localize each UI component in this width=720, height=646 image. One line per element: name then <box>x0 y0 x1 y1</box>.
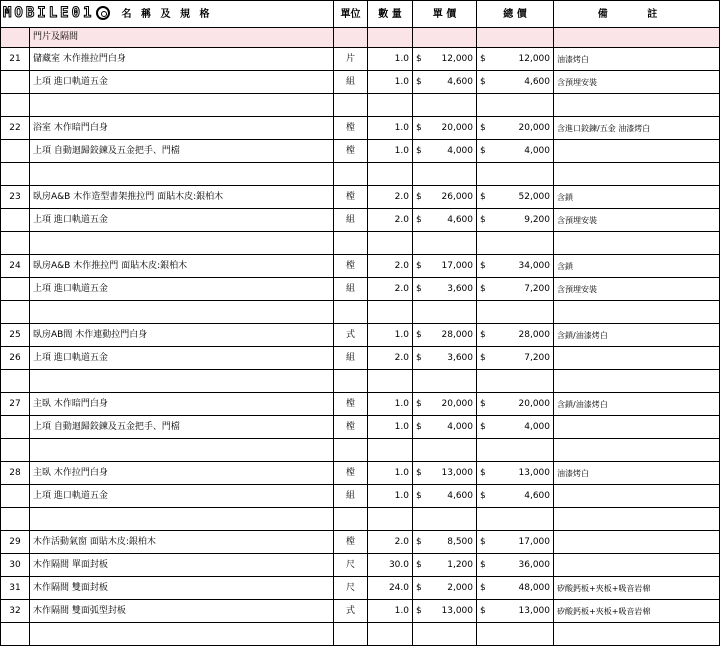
item-name: 上項 進口軌道五金 <box>30 278 334 301</box>
item-total-price <box>477 255 554 278</box>
spacer-row <box>1 439 720 462</box>
item-qty: 1.0 <box>368 462 413 485</box>
currency-sign: $ <box>480 467 486 478</box>
item-unit: 組 <box>334 347 368 370</box>
table-row <box>1 48 720 71</box>
unit-price-value: 12,000 <box>441 53 473 64</box>
table-row <box>1 393 720 416</box>
item-remark: 含鎖 <box>554 255 720 278</box>
table-row <box>1 186 720 209</box>
total-price-value: 20,000 <box>518 398 550 409</box>
table-row <box>1 531 720 554</box>
table-row <box>1 462 720 485</box>
total-price-value: 7,200 <box>524 283 550 294</box>
item-remark: 含預埋安裝 <box>554 278 720 301</box>
item-remark: 矽酸鈣板+夾板+吸音岩棉 <box>554 600 720 623</box>
unit-price-value: 3,600 <box>447 283 473 294</box>
item-name: 臥房A&B 木作造型書架推拉門 面貼木皮:銀柏木 <box>30 186 334 209</box>
item-remark: 含鎖/油漆烤白 <box>554 324 720 347</box>
item-name: 主臥 木作暗門白身 <box>30 393 334 416</box>
item-total-price <box>477 117 554 140</box>
item-unit-price <box>413 393 477 416</box>
item-name: 木作隔間 雙面封板 <box>30 577 334 600</box>
item-total-price <box>477 416 554 439</box>
unit-price-value: 13,000 <box>441 467 473 478</box>
total-price-value: 4,600 <box>524 76 550 87</box>
item-no: 26 <box>1 347 30 370</box>
table-row <box>1 600 720 623</box>
item-no: 25 <box>1 324 30 347</box>
currency-sign: $ <box>480 214 486 225</box>
item-remark <box>554 416 720 439</box>
table-row <box>1 117 720 140</box>
currency-sign: $ <box>416 329 422 340</box>
spacer-row <box>1 232 720 255</box>
item-remark: 含預埋安裝 <box>554 71 720 94</box>
table-row <box>1 554 720 577</box>
section-title: 門片及隔間 <box>30 28 334 48</box>
total-price-value: 13,000 <box>518 467 550 478</box>
item-unit-price <box>413 186 477 209</box>
currency-sign: $ <box>480 352 486 363</box>
item-unit: 尺 <box>334 554 368 577</box>
item-remark <box>554 347 720 370</box>
section-row <box>1 28 720 48</box>
item-unit-price <box>413 255 477 278</box>
item-no <box>1 278 30 301</box>
total-price-value: 52,000 <box>518 191 550 202</box>
item-qty: 2.0 <box>368 347 413 370</box>
item-unit-price <box>413 140 477 163</box>
item-qty: 24.0 <box>368 577 413 600</box>
item-name: 上項 進口軌道五金 <box>30 71 334 94</box>
total-price-value: 4,000 <box>524 421 550 432</box>
item-unit: 樘 <box>334 531 368 554</box>
header-qty: 數 量 <box>368 1 413 28</box>
table-row <box>1 140 720 163</box>
item-unit-price <box>413 117 477 140</box>
item-name: 浴室 木作暗門白身 <box>30 117 334 140</box>
item-qty: 1.0 <box>368 140 413 163</box>
item-qty: 1.0 <box>368 48 413 71</box>
table-row <box>1 71 720 94</box>
item-unit: 組 <box>334 278 368 301</box>
unit-price-value: 8,500 <box>447 536 473 547</box>
item-qty: 1.0 <box>368 416 413 439</box>
item-qty: 1.0 <box>368 600 413 623</box>
item-unit: 樘 <box>334 255 368 278</box>
watermark-logo-icon <box>96 6 110 20</box>
item-name: 木作活動氣窗 面貼木皮:銀柏木 <box>30 531 334 554</box>
item-no <box>1 209 30 232</box>
item-total-price <box>477 531 554 554</box>
item-no: 29 <box>1 531 30 554</box>
item-remark: 矽酸鈣板+夾板+吸音岩棉 <box>554 577 720 600</box>
item-total-price <box>477 186 554 209</box>
spacer-row <box>1 370 720 393</box>
unit-price-value: 4,600 <box>447 76 473 87</box>
item-no: 22 <box>1 117 30 140</box>
currency-sign: $ <box>480 283 486 294</box>
header-name-label: 名 稱 及 規 格 <box>121 8 213 20</box>
header-total-price: 總 價 <box>477 1 554 28</box>
item-name: 臥房AB間 木作連動拉門白身 <box>30 324 334 347</box>
item-unit: 樘 <box>334 186 368 209</box>
item-total-price <box>477 278 554 301</box>
item-remark <box>554 485 720 508</box>
unit-price-value: 28,000 <box>441 329 473 340</box>
item-unit-price <box>413 347 477 370</box>
currency-sign: $ <box>480 191 486 202</box>
item-unit: 片 <box>334 48 368 71</box>
item-total-price <box>477 209 554 232</box>
item-qty: 1.0 <box>368 393 413 416</box>
item-name: 木作隔間 單面封板 <box>30 554 334 577</box>
table-row <box>1 324 720 347</box>
item-name: 上項 進口軌道五金 <box>30 347 334 370</box>
currency-sign: $ <box>416 467 422 478</box>
total-price-value: 4,600 <box>524 490 550 501</box>
currency-sign: $ <box>480 122 486 133</box>
currency-sign: $ <box>480 260 486 271</box>
unit-price-value: 2,000 <box>447 582 473 593</box>
item-remark <box>554 531 720 554</box>
currency-sign: $ <box>480 329 486 340</box>
currency-sign: $ <box>416 421 422 432</box>
table-row <box>1 485 720 508</box>
table-row <box>1 577 720 600</box>
item-unit: 組 <box>334 209 368 232</box>
item-qty: 2.0 <box>368 209 413 232</box>
unit-price-value: 17,000 <box>441 260 473 271</box>
item-unit: 樘 <box>334 393 368 416</box>
item-no <box>1 71 30 94</box>
item-total-price <box>477 393 554 416</box>
currency-sign: $ <box>480 582 486 593</box>
currency-sign: $ <box>416 191 422 202</box>
item-total-price <box>477 140 554 163</box>
item-no: 24 <box>1 255 30 278</box>
item-total-price <box>477 554 554 577</box>
table-row <box>1 416 720 439</box>
item-name: 上項 自動迴歸鉸鍊及五金把手、門檔 <box>30 140 334 163</box>
item-unit: 式 <box>334 324 368 347</box>
item-total-price <box>477 600 554 623</box>
total-price-value: 13,000 <box>518 605 550 616</box>
currency-sign: $ <box>416 559 422 570</box>
mobile01-watermark <box>3 4 110 22</box>
item-qty: 1.0 <box>368 117 413 140</box>
spacer-row <box>1 163 720 186</box>
item-remark: 含鎖 <box>554 186 720 209</box>
total-price-value: 48,000 <box>518 582 550 593</box>
currency-sign: $ <box>416 260 422 271</box>
unit-price-value: 4,600 <box>447 490 473 501</box>
spacer-row <box>1 623 720 646</box>
item-remark <box>554 554 720 577</box>
item-qty: 2.0 <box>368 186 413 209</box>
currency-sign: $ <box>416 605 422 616</box>
currency-sign: $ <box>480 490 486 501</box>
item-no: 23 <box>1 186 30 209</box>
currency-sign: $ <box>416 398 422 409</box>
total-price-value: 9,200 <box>524 214 550 225</box>
item-remark: 油漆烤白 <box>554 462 720 485</box>
item-no: 32 <box>1 600 30 623</box>
header-unit-price: 單 價 <box>413 1 477 28</box>
currency-sign: $ <box>416 122 422 133</box>
item-unit-price <box>413 416 477 439</box>
item-unit-price <box>413 531 477 554</box>
item-no <box>1 416 30 439</box>
item-unit: 尺 <box>334 577 368 600</box>
item-qty: 30.0 <box>368 554 413 577</box>
table-row <box>1 209 720 232</box>
unit-price-value: 20,000 <box>441 398 473 409</box>
spacer-row <box>1 301 720 324</box>
item-unit: 樘 <box>334 117 368 140</box>
item-no: 30 <box>1 554 30 577</box>
unit-price-value: 13,000 <box>441 605 473 616</box>
item-unit: 式 <box>334 600 368 623</box>
item-no: 28 <box>1 462 30 485</box>
item-qty: 1.0 <box>368 324 413 347</box>
item-unit: 組 <box>334 485 368 508</box>
item-remark: 含鎖/油漆烤白 <box>554 393 720 416</box>
item-name: 木作隔間 雙面弧型封板 <box>30 600 334 623</box>
item-unit-price <box>413 324 477 347</box>
item-remark <box>554 140 720 163</box>
item-no: 21 <box>1 48 30 71</box>
item-unit-price <box>413 48 477 71</box>
item-no: 31 <box>1 577 30 600</box>
item-unit-price <box>413 554 477 577</box>
total-price-value: 17,000 <box>518 536 550 547</box>
item-remark: 含預埋安裝 <box>554 209 720 232</box>
item-unit-price <box>413 600 477 623</box>
currency-sign: $ <box>480 421 486 432</box>
currency-sign: $ <box>480 559 486 570</box>
header-remark <box>554 1 720 28</box>
total-price-value: 7,200 <box>524 352 550 363</box>
item-no: 27 <box>1 393 30 416</box>
currency-sign: $ <box>416 536 422 547</box>
item-total-price <box>477 577 554 600</box>
currency-sign: $ <box>416 214 422 225</box>
currency-sign: $ <box>416 145 422 156</box>
currency-sign: $ <box>416 582 422 593</box>
total-price-value: 36,000 <box>518 559 550 570</box>
item-total-price <box>477 485 554 508</box>
item-total-price <box>477 347 554 370</box>
unit-price-value: 4,600 <box>447 214 473 225</box>
item-remark: 含進口鉸鍊/五金 油漆烤白 <box>554 117 720 140</box>
total-price-value: 20,000 <box>518 122 550 133</box>
watermark-text: MOBILE01 <box>3 5 95 21</box>
item-name: 上項 進口軌道五金 <box>30 209 334 232</box>
item-qty: 2.0 <box>368 278 413 301</box>
currency-sign: $ <box>480 536 486 547</box>
item-name: 上項 進口軌道五金 <box>30 485 334 508</box>
item-no <box>1 485 30 508</box>
unit-price-value: 26,000 <box>441 191 473 202</box>
unit-price-value: 4,000 <box>447 421 473 432</box>
item-unit: 組 <box>334 71 368 94</box>
spacer-row <box>1 94 720 117</box>
header-remark-label: 備 註 <box>597 8 676 20</box>
item-unit: 樘 <box>334 462 368 485</box>
item-remark: 油漆烤白 <box>554 48 720 71</box>
table-row <box>1 278 720 301</box>
table-row <box>1 255 720 278</box>
item-no <box>1 140 30 163</box>
currency-sign: $ <box>416 490 422 501</box>
item-total-price <box>477 48 554 71</box>
currency-sign: $ <box>416 76 422 87</box>
currency-sign: $ <box>480 145 486 156</box>
table-row <box>1 347 720 370</box>
currency-sign: $ <box>480 76 486 87</box>
currency-sign: $ <box>480 605 486 616</box>
currency-sign: $ <box>416 53 422 64</box>
item-total-price <box>477 462 554 485</box>
item-name: 主臥 木作拉門白身 <box>30 462 334 485</box>
header-unit: 單位 <box>334 1 368 28</box>
item-qty: 2.0 <box>368 255 413 278</box>
total-price-value: 4,000 <box>524 145 550 156</box>
item-unit-price <box>413 577 477 600</box>
currency-sign: $ <box>480 53 486 64</box>
currency-sign: $ <box>480 398 486 409</box>
item-qty: 1.0 <box>368 71 413 94</box>
item-name: 儲藏室 木作推拉門白身 <box>30 48 334 71</box>
item-total-price <box>477 71 554 94</box>
item-unit: 樘 <box>334 416 368 439</box>
item-name: 臥房A&B 木作推拉門 面貼木皮:銀柏木 <box>30 255 334 278</box>
unit-price-value: 4,000 <box>447 145 473 156</box>
currency-sign: $ <box>416 352 422 363</box>
item-unit-price <box>413 485 477 508</box>
item-total-price <box>477 324 554 347</box>
section-no-cell <box>1 28 30 48</box>
unit-price-value: 1,200 <box>447 559 473 570</box>
item-unit-price <box>413 71 477 94</box>
unit-price-value: 3,600 <box>447 352 473 363</box>
unit-price-value: 20,000 <box>441 122 473 133</box>
item-qty: 2.0 <box>368 531 413 554</box>
item-name: 上項 自動迴歸鉸鍊及五金把手、門檔 <box>30 416 334 439</box>
item-unit-price <box>413 462 477 485</box>
total-price-value: 28,000 <box>518 329 550 340</box>
item-unit-price <box>413 278 477 301</box>
item-unit-price <box>413 209 477 232</box>
item-unit: 樘 <box>334 140 368 163</box>
spacer-row <box>1 508 720 531</box>
total-price-value: 34,000 <box>518 260 550 271</box>
item-qty: 1.0 <box>368 485 413 508</box>
total-price-value: 12,000 <box>518 53 550 64</box>
currency-sign: $ <box>416 283 422 294</box>
